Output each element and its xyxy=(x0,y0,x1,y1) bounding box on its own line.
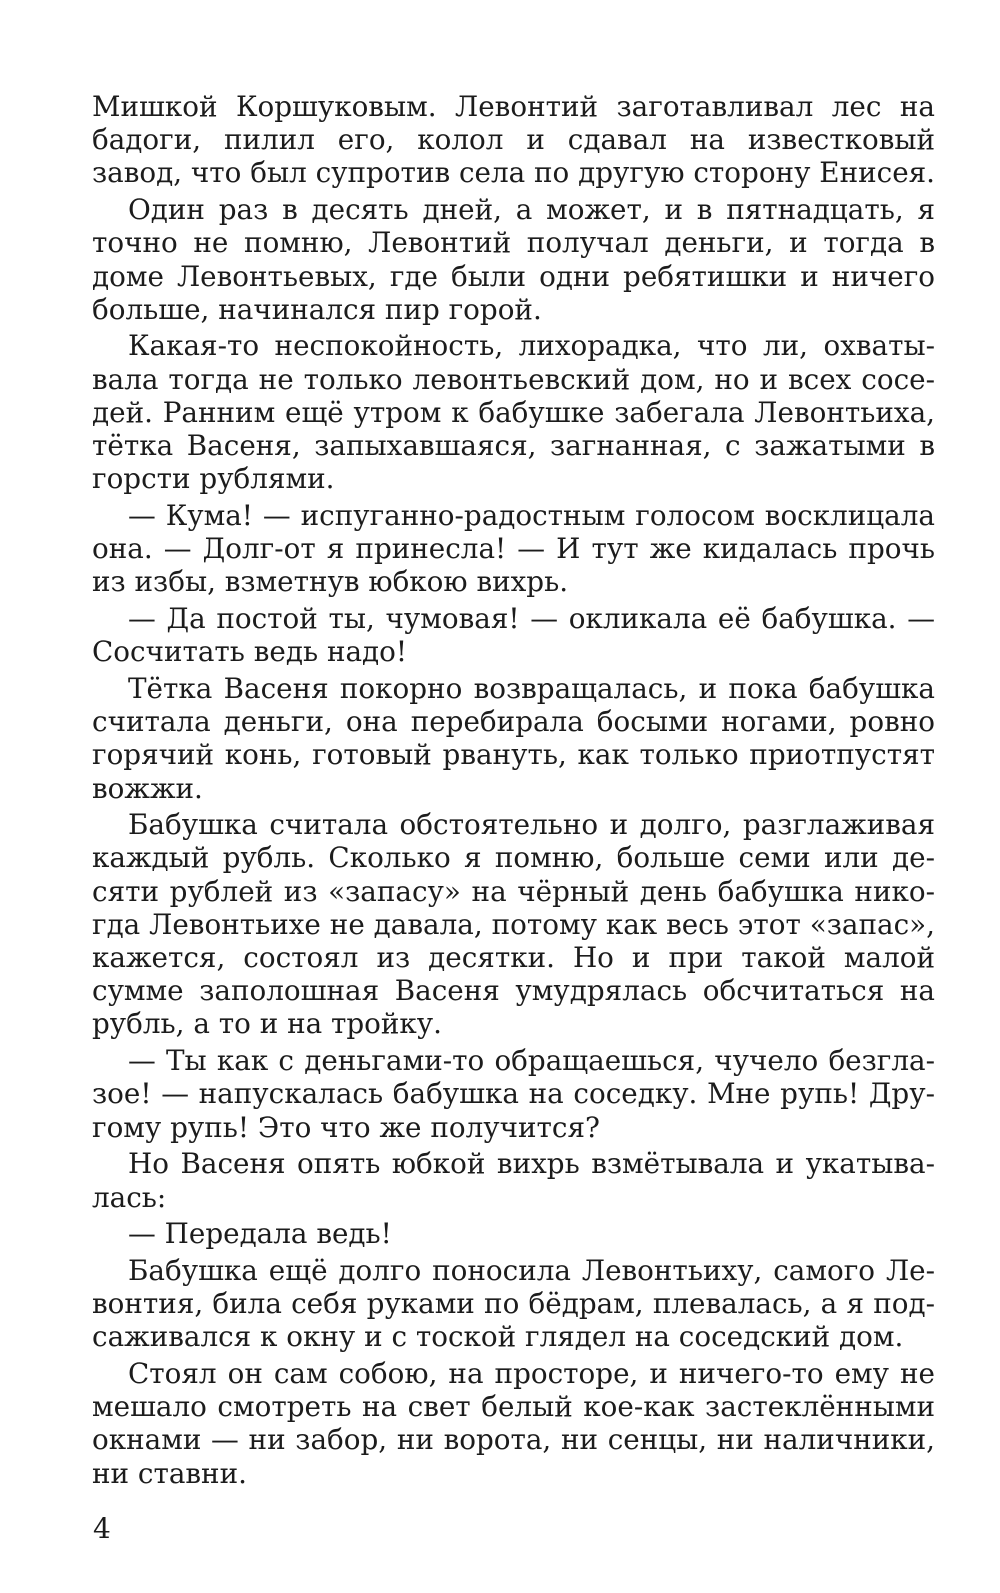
page-number: 4 xyxy=(93,1512,111,1545)
paragraph-dialogue: — Кума! — испуганно-радостным голосом восклицала она. — Долг-от я принесла! — И тут же кидалась прочь из избы, взметнув юбкою вихрь. xyxy=(92,498,935,599)
paragraph: Один раз в десять дней, а может, и в пятнадцать, я точно не помню, Левонтий получал деньги, и тогда в доме Левонтьевых, где были одни ребятишки и ничего больше, начинался пир горой. xyxy=(92,193,935,326)
paragraph: Бабушка считала обстоятельно и долго, разглаживая каждый рубль. Сколько я помню, больше семи или десяти рублей из «запасу» на чёрный день бабушка никогда Левонтьихе не давала, потому как весь этот «запас», кажется, состоял из десятки. Но и при такой малой сумме заполошная Васеня умудрялась обсчитаться на рубль, а то и на тройку. xyxy=(92,808,935,1041)
paragraph: Мишкой Коршуковым. Левонтий заготавливал лес на бадоги, пилил его, колол и сдавал на известковый завод, что был супротив села по другую сторону Енисея. xyxy=(92,90,936,190)
paragraph: Бабушка ещё долго поносила Левонтьиху, самого Левонтия, била себя руками по бёдрам, плевалась, а я подсаживался к окну и с тоской глядел на соседский дом. xyxy=(92,1253,935,1354)
paragraph-dialogue: — Ты как с деньгами-то обращаешься, чучело безглазое! — напускалась бабушка на соседку. Мне рупь! Другому рупь! Это что же получится? xyxy=(92,1044,935,1144)
paragraph: Стоял он сам собою, на просторе, и ничего-то ему не мешало смотреть на свет белый кое-как застеклёнными окнами — ни забор, ни ворота, ни сенцы, ни наличники, ни ставни. xyxy=(92,1357,935,1490)
paragraph-dialogue: — Передала ведь! xyxy=(128,1217,392,1251)
paragraph: Но Васеня опять юбкой вихрь взмётывала и укатывалась: xyxy=(92,1147,935,1214)
book-page-text xyxy=(92,90,935,1490)
paragraph-dialogue: — Да постой ты, чумовая! — окликала её бабушка. — Сосчитать ведь надо! xyxy=(92,602,935,669)
paragraph: Какая-то неспокойность, лихорадка, что ли, охватывала тогда не только левонтьевский дом, но и всех соседей. Ранним ещё утром к бабушке забегала Левонтьиха, тётка Васеня, запыхавшаяся, загнанная, с зажатыми в горсти рублями. xyxy=(92,329,935,496)
paragraph: Тётка Васеня покорно возвращалась, и пока бабушка считала деньги, она перебирала босыми ногами, ровно горячий конь, готовый рвануть, как только приотпустят вожжи. xyxy=(92,671,935,805)
